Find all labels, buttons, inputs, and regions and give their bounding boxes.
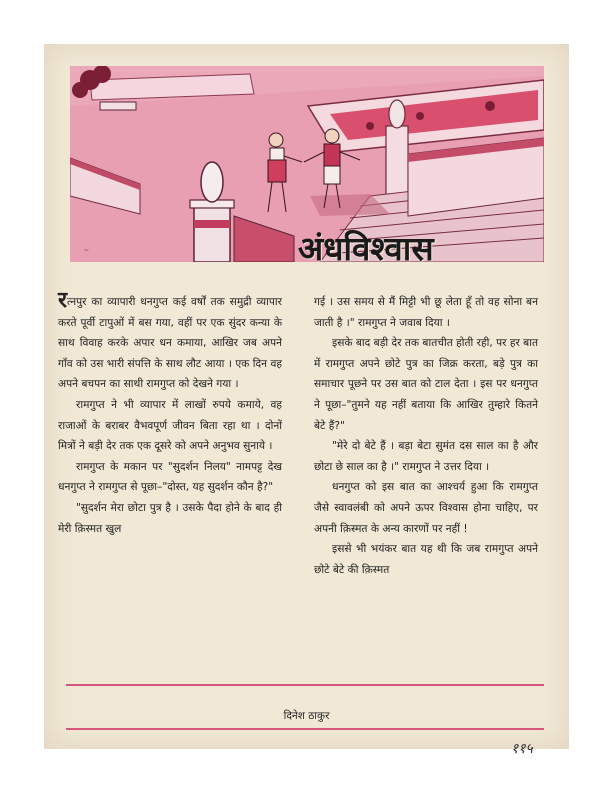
svg-text:~: ~ <box>84 247 90 254</box>
page-number: ११५ <box>511 741 533 757</box>
paragraph: इसके बाद बड़ी देर तक बातचीत होती रही, पर हर बात में रामगुप्त अपने छोटे पुत्र का जिक्र करता, बड़े पुत्र का समाचार पूछने पर उस बात को टाल देता । इस पर धनगुप्त ने पूछा–"तुमने यह नहीं बताया कि आखिर तुम्हारे कितने बेटे हैं?" <box>314 337 538 432</box>
left-column <box>58 288 282 539</box>
magazine-page <box>44 44 569 757</box>
bottom-divider <box>66 728 544 730</box>
paragraph-text: त्नपुर का व्यापारी धनगुप्त कई वर्षों तक समुद्री व्यापार करते पूर्वी टापुओं में बस गया, वहीं पर एक सुंदर कन्या के साथ विवाह करके अपार धन कमाया, आखिर जब अपने गाँव को उस भारी संपत्ति के साथ लौट आया । एक दिन वह अपने बचपन का साथी रामगुप्त को देखने गया । <box>58 296 282 391</box>
paragraph: रामगुप्त के मकान पर "सुदर्शन निलय" नामपट्ट देख धनगुप्त ने रामगुप्त से पूछा–"दोस्त, यह सुदर्शन कौन है?" <box>58 460 282 494</box>
top-divider <box>66 684 544 686</box>
paragraph: धनगुप्त को इस बात का आश्चर्य हुआ कि रामगुप्त जैसे स्वावलंबी को अपने ऊपर विश्वास होना चाहिए, पर अपनी क़िस्मत के अन्य कारणों पर नहीं ! <box>314 481 538 535</box>
paragraph: "सुदर्शन मेरा छोटा पुत्र है । उसके पैदा होने के बाद ही मेरी क़िस्मत खुल <box>58 501 282 535</box>
paragraph: "मेरे दो बेटे हैं । बड़ा बेटा सुमंत दस साल का है और छोटा छे साल का है ।" रामगुप्त ने उत्तर दिया । <box>314 440 538 473</box>
paragraph: गई । उस समय से मैं मिट्टी भी छू लेता हूँ तो वह सोना बन जाती है ।" रामगुप्त ने जवाब दिया । <box>314 296 538 329</box>
right-column <box>314 292 538 580</box>
paragraph: इससे भी भयंकर बात यह थी कि जब रामगुप्त अपने छोटे बेटे की क़िस्मत <box>314 543 538 576</box>
story-title: अंधविश्वास <box>298 229 434 268</box>
paragraph <box>58 288 282 395</box>
paragraph: रामगुप्त ने भी व्यापार में लाखों रुपये कमाये, वह राजाओं के बराबर वैभवपूर्ण जीवन बिता रहा था । दोनों मित्रों ने बड़ी देर तक एक दूसरे को अपने अनुभव सुनाये । <box>58 398 282 453</box>
dropcap: र <box>58 288 67 313</box>
author-credit: दिनेश ठाकुर <box>283 710 330 722</box>
